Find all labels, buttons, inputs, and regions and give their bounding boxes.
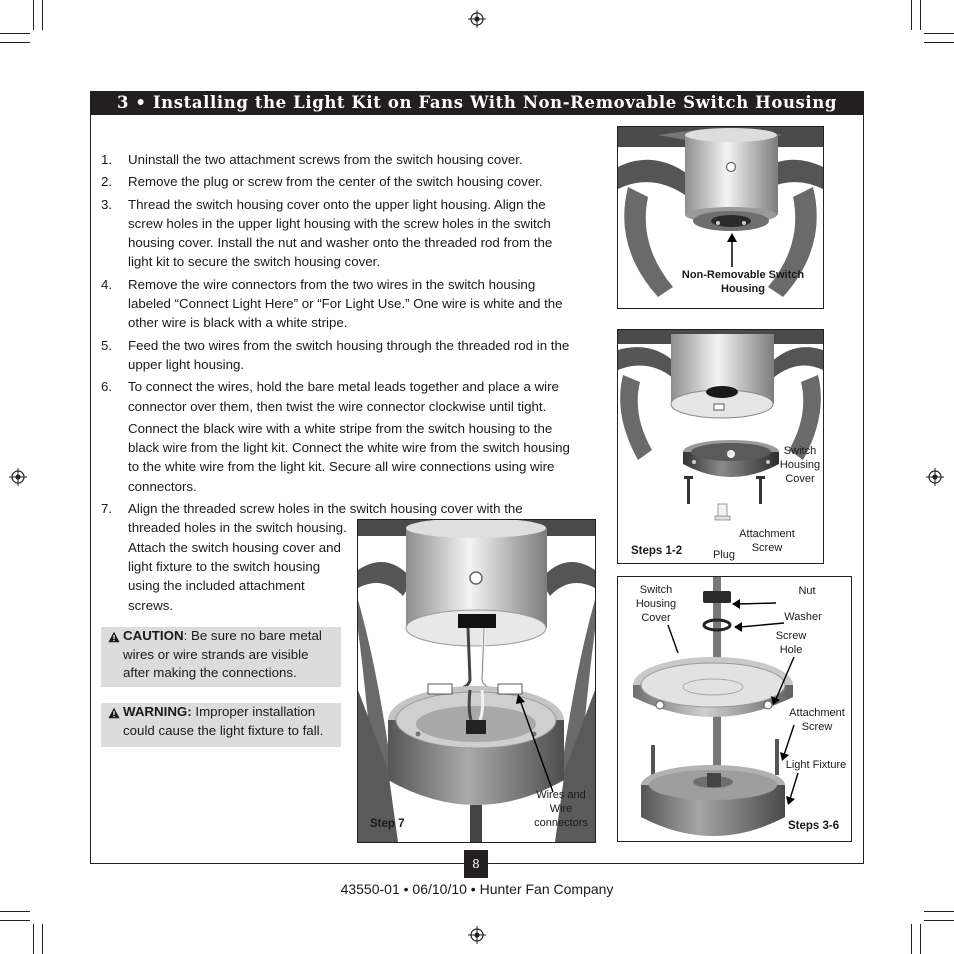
section-header: [90, 91, 864, 115]
crop-mark: [0, 920, 30, 921]
step-caption: Step 7: [370, 818, 405, 830]
nut-label: Nut: [798, 585, 816, 597]
crop-mark: [920, 0, 921, 30]
section-title: 3 • Installing the Light Kit on Fans With Non-Removable Switch Housing: [116, 93, 838, 112]
warning-notice: WARNING: Improper installation could cause the light fixture to fall.: [101, 703, 341, 747]
attachment-screw-label: Attachment Screw: [739, 528, 795, 554]
crop-mark: [33, 924, 34, 954]
crop-mark: [911, 924, 912, 954]
crop-mark: [911, 0, 912, 30]
caution-notice: CAUTION: Be sure no bare metal wires or wire strands are visible after making the connections.: [101, 627, 341, 687]
figure-steps-3-6: [617, 576, 852, 842]
crop-mark: [920, 924, 921, 954]
attachment-screw-label: Attachment Screw: [789, 707, 845, 733]
step-caption: Steps 3-6: [788, 820, 840, 832]
wires-label: Wires and Wire connectors: [534, 789, 588, 829]
crop-mark: [924, 911, 954, 912]
crop-mark: [42, 0, 43, 30]
crop-mark: [0, 911, 30, 912]
warning-triangle-icon: [108, 631, 120, 643]
registration-mark-icon: [468, 10, 486, 28]
list-item: 3. Thread the switch housing cover onto the upper light housing. Align the screw holes in the upper light housing with the screw holes in the switch housing cover. Install the nut and washer onto the threaded rod from the light kit to secure the switch housing cover.: [101, 196, 553, 270]
figure-non-removable-switch-housing: [617, 126, 824, 309]
crop-mark: [33, 0, 34, 30]
light-fixture-label: Light Fixture: [785, 759, 847, 771]
switch-housing-cover-label: Switch Housing Cover: [635, 584, 677, 624]
footer-text: 43550-01 • 06/10/10 • Hunter Fan Company: [340, 881, 614, 897]
list-item: 5. Feed the two wires from the switch housing through the threaded rod in the upper light housing.: [101, 337, 570, 372]
washer-label: Washer: [784, 611, 822, 623]
crop-mark: [42, 924, 43, 954]
crop-mark: [924, 42, 954, 43]
screw-hole-label: Screw Hole: [775, 630, 807, 656]
figure-step-7: [357, 519, 596, 843]
list-item: 7. Align the threaded screw holes in the switch housing cover with the threaded holes in the switch housing. Attach the switch housing cover and light fixture to the switch housing using the included attachment screws.: [101, 501, 523, 613]
registration-mark-icon: [468, 926, 486, 944]
step-caption: Steps 1-2: [631, 545, 683, 557]
registration-mark-icon: [926, 468, 944, 486]
figure-label: Non-Removable Switch Housing: [681, 269, 805, 295]
list-item: 4. Remove the wire connectors from the two wires in the switch housing labeled “Connect Light Here” or “For Light Use.” One wire is white and the other wire is black with a white stripe.: [101, 276, 563, 331]
crop-mark: [0, 33, 30, 34]
warning-triangle-icon: [108, 707, 120, 719]
crop-mark: [0, 42, 30, 43]
figure-steps-1-2: [617, 329, 824, 564]
crop-mark: [924, 920, 954, 921]
crop-mark: [924, 33, 954, 34]
list-item: 2. Remove the plug or screw from the center of the switch housing cover.: [101, 174, 543, 190]
list-item: 6. To connect the wires, hold the bare metal leads together and place a wire connector over them, then twist the wire connector clockwise until tight. Connect the black wire with a white stripe from the switch housing to the black wire from the light kit. Connect the white wire from the switch housing to the white wire from the light kit. Secure all wire connections using wire connectors.: [101, 379, 570, 494]
plug-label: Plug: [712, 549, 736, 561]
page-number: 8: [464, 850, 488, 878]
list-item: 1. Uninstall the two attachment screws from the switch housing cover.: [101, 152, 523, 167]
switch-housing-cover-label: Switch Housing Cover: [779, 445, 821, 485]
registration-mark-icon: [9, 468, 27, 486]
